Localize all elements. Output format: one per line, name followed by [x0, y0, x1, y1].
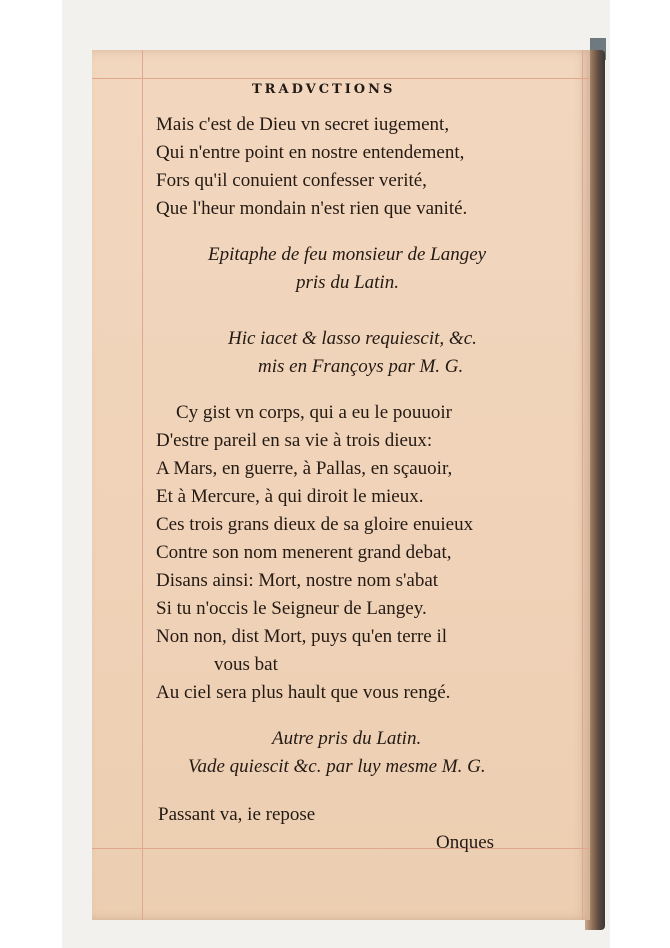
verse-line-continuation: vous bat: [214, 654, 278, 675]
margin-rule-bottom: [92, 848, 590, 849]
verse-line: Non non, dist Mort, puys qu'en terre il: [156, 626, 448, 647]
latin-incipit: Hic iacet & lasso requiescit, &c.: [228, 328, 477, 349]
margin-rule-right: [582, 50, 583, 920]
verse-line: A Mars, en guerre, à Pallas, en sçauoir,: [156, 458, 453, 479]
book-page: [92, 50, 590, 920]
verse-line: Passant va, ie repose: [158, 804, 316, 825]
verse-line: Fors qu'il conuient confesser verité,: [156, 170, 427, 191]
verse-line: Contre son nom menerent grand debat,: [156, 542, 452, 563]
epitaph-heading: pris du Latin.: [296, 272, 399, 293]
verse-line: Que l'heur mondain n'est rien que vanité.: [156, 198, 468, 219]
running-head: TRADVCTIONS: [252, 82, 396, 97]
translator-note: mis en Françoys par M. G.: [258, 356, 464, 377]
margin-rule-left: [142, 50, 143, 920]
catchword: Onques: [436, 832, 495, 853]
verse-line: Au ciel sera plus hault que vous rengé.: [156, 682, 451, 703]
latin-incipit: Vade quiescit &c. par luy mesme M. G.: [188, 756, 486, 777]
verse-line: Et à Mercure, à qui diroit le mieux.: [156, 486, 424, 507]
verse-line: Si tu n'occis le Seigneur de Langey.: [156, 598, 427, 619]
epitaph-heading: Epitaphe de feu monsieur de Langey: [208, 244, 487, 265]
verse-line: Cy gist vn corps, qui a eu le pouuoir: [176, 402, 452, 423]
verse-line: Ces trois grans dieux de sa gloire enuieux: [156, 514, 474, 535]
verse-line: Mais c'est de Dieu vn secret iugement,: [156, 114, 450, 135]
verse-line: Disans ainsi: Mort, nostre nom s'abat: [156, 570, 439, 591]
section-heading: Autre pris du Latin.: [272, 728, 422, 749]
verse-line: Qui n'entre point en nostre entendement,: [156, 142, 465, 163]
margin-rule-top: [92, 78, 590, 79]
verse-line: D'estre pareil en sa vie à trois dieux:: [156, 430, 433, 451]
